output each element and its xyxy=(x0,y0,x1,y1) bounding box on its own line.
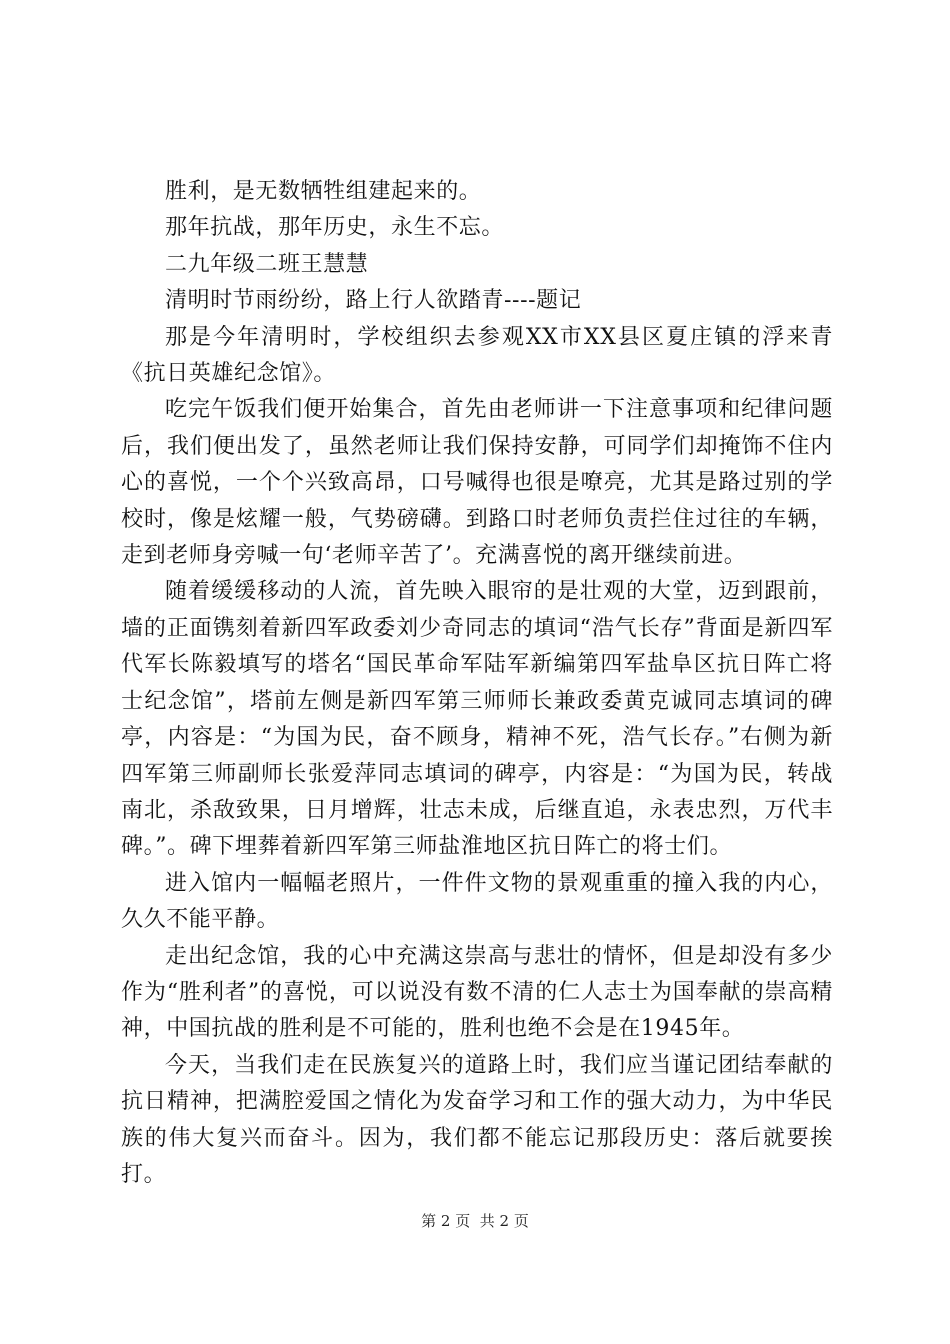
paragraph: 今天，当我们走在民族复兴的道路上时，我们应当谨记团结奉献的抗日精神，把满腔爱国之情化为发奋学习和工作的强大动力，为中华民族的伟大复兴而奋斗。因为，我们都不能忘记那段历史：落后就要挨打。 xyxy=(121,1052,833,1187)
paragraph: 进入馆内一幅幅老照片，一件件文物的景观重重的撞入我的内心，久久不能平静。 xyxy=(121,870,833,933)
paragraph: 那年抗战，那年历史，永生不忘。 xyxy=(165,215,505,241)
paragraph: 胜利，是无数牺牲组建起来的。 xyxy=(165,179,482,204)
paragraph: 走出纪念馆，我的心中充满这崇高与悲壮的情怀，但是却没有多少作为“胜利者”的喜悦，可以说没有数不清的仁人志士为国奉献的崇高精神，中国抗战的胜利是不可能的，胜利也绝不会是在1945年。 xyxy=(121,943,833,1042)
paragraph: 吃完午饭我们便开始集合，首先由老师讲一下注意事项和纪律问题后，我们便出发了，虽然老师让我们保持安静，可同学们却掩饰不住内心的喜悦，一个个兴致高昂，口号喊得也很是嘹亮，尤其是路过别的学校时，像是炫耀一般，气势磅礴。到路口时老师负责拦住过往的车辆，走到老师身旁喊一句‘老师辛苦了’。充满喜悦的离开继续前进。 xyxy=(121,397,833,569)
document-body xyxy=(121,174,833,1193)
paragraph: 随着缓缓移动的人流，首先映入眼帘的是壮观的大堂，迈到跟前，墙的正面镌刻着新四军政委刘少奇同志的填词“浩气长存”背面是新四军代军长陈毅填写的塔名“国民革命军陆军新编第四军盐阜区抗日阵亡将士纪念馆”，塔前左侧是新四军第三师师长兼政委黄克诚同志填词的碑亭，内容是：“为国为民，奋不顾身，精神不死，浩气长存。”右侧为新四军第三师副师长张爱萍同志填词的碑亭，内容是：“为国为民，转战南北，杀敌致果，日月增辉，壮志未成，后继直追，永表忠烈，万代丰碑。”。碑下埋葬着新四军第三师盐淮地区抗日阵亡的将士们。 xyxy=(121,579,833,860)
paragraph: 清明时节雨纷纷，路上行人欲踏青----题记 xyxy=(165,288,582,314)
paragraph: 二九年级二班王慧慧 xyxy=(165,251,369,277)
page-footer: 第 2 页 共 2 页 xyxy=(421,1212,529,1230)
paragraph: 那是今年清明时，学校组织去参观XX市XX县区夏庄镇的浮来青《抗日英雄纪念馆》。 xyxy=(121,324,833,387)
